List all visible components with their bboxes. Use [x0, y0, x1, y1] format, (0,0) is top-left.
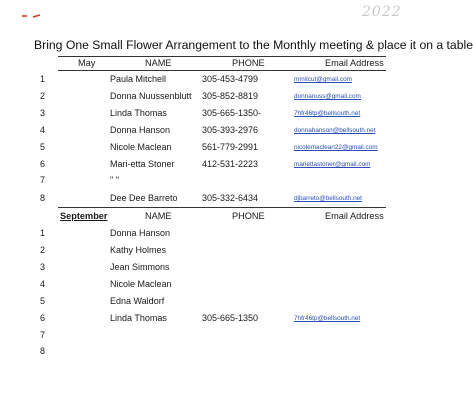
table-row [0, 108, 400, 124]
divider-may-header [58, 70, 386, 71]
table-row [0, 313, 400, 329]
row-number: 5 [40, 142, 46, 152]
table-row [0, 142, 400, 158]
email-link[interactable]: djbarreto@bellsouth.net [294, 195, 362, 202]
email-link[interactable]: mmitcut@gmail.com [294, 76, 352, 83]
person-name: Kathy Holmes [110, 245, 167, 255]
page-title: Bring One Small Flower Arrangement to the Monthly meeting & place it on a table [34, 38, 473, 52]
table-row [0, 159, 400, 175]
september-phone-header: PHONE [232, 211, 265, 221]
row-number: 4 [40, 125, 46, 135]
person-name: Dee Dee Barreto [110, 193, 178, 203]
person-name: Nicole Maclean [110, 142, 172, 152]
person-name: Jean Simmons [110, 262, 170, 272]
email-link[interactable]: 7hfr46tp@bellsouth.net [294, 315, 361, 322]
september-month-label: September [60, 211, 108, 221]
corner-handwritten-mark: 2022 [362, 4, 402, 20]
person-name: Edna Waldorf [110, 296, 165, 306]
person-name: Linda Thomas [110, 108, 167, 118]
person-name: Donna Hanson [110, 228, 171, 238]
phone-number: 305-332-6434 [202, 193, 259, 203]
row-number: 6 [40, 159, 46, 169]
phone-number: 305-665-1350 [202, 313, 259, 323]
person-name: Paula Mitchell [110, 74, 167, 84]
row-number: 3 [40, 262, 46, 272]
row-number: 7 [40, 175, 46, 185]
may-name-header: NAME [145, 58, 172, 68]
phone-number: 305-393-2976 [202, 125, 259, 135]
may-month-label: May [78, 58, 96, 68]
table-row [0, 330, 400, 346]
row-number: 8 [40, 346, 46, 356]
row-number: 3 [40, 108, 46, 118]
row-number: 2 [40, 91, 46, 101]
email-link[interactable]: mariettastoner@gmail.com [294, 161, 371, 168]
person-name: Donna Hanson [110, 125, 171, 135]
phone-number: 305-665-1350- [202, 108, 262, 118]
row-number: 2 [40, 245, 46, 255]
table-row [0, 245, 400, 261]
phone-number: 561-779-2991 [202, 142, 259, 152]
row-number: 8 [40, 193, 46, 203]
table-row [0, 346, 400, 362]
may-email-header: Email Address [325, 58, 384, 68]
table-row [0, 91, 400, 107]
row-number: 5 [40, 296, 46, 306]
row-number: 1 [40, 74, 46, 84]
row-number: 1 [40, 228, 46, 238]
person-name: Donna Nuussenblutt [110, 91, 192, 101]
row-number: 6 [40, 313, 46, 323]
email-link[interactable]: donnanuss@gmail.com [294, 93, 361, 100]
person-name: " " [110, 175, 119, 185]
red-mark-icon [20, 12, 42, 20]
phone-number: 412-531-2223 [202, 159, 259, 169]
phone-number: 305-453-4799 [202, 74, 259, 84]
table-row [0, 279, 400, 295]
divider-september [58, 207, 386, 208]
row-number: 4 [40, 279, 46, 289]
email-link[interactable]: 7hfr46tp@bellsouth.net [294, 110, 361, 117]
table-row [0, 74, 400, 90]
table-row [0, 296, 400, 312]
table-row [0, 262, 400, 278]
row-number: 7 [40, 330, 46, 340]
september-email-header: Email Address [325, 211, 384, 221]
table-row [0, 125, 400, 141]
email-link[interactable]: donnahanson@bellsouth.net [294, 127, 376, 134]
divider-top [58, 56, 386, 57]
email-link[interactable]: nicolemaclean22@gmail.com [294, 144, 378, 151]
may-phone-header: PHONE [232, 58, 265, 68]
person-name: Mari-etta Stoner [110, 159, 175, 169]
table-row [0, 228, 400, 244]
table-row [0, 175, 400, 191]
september-name-header: NAME [145, 211, 172, 221]
person-name: Linda Thomas [110, 313, 167, 323]
person-name: Nicole Maclean [110, 279, 172, 289]
phone-number: 305-852-8819 [202, 91, 259, 101]
